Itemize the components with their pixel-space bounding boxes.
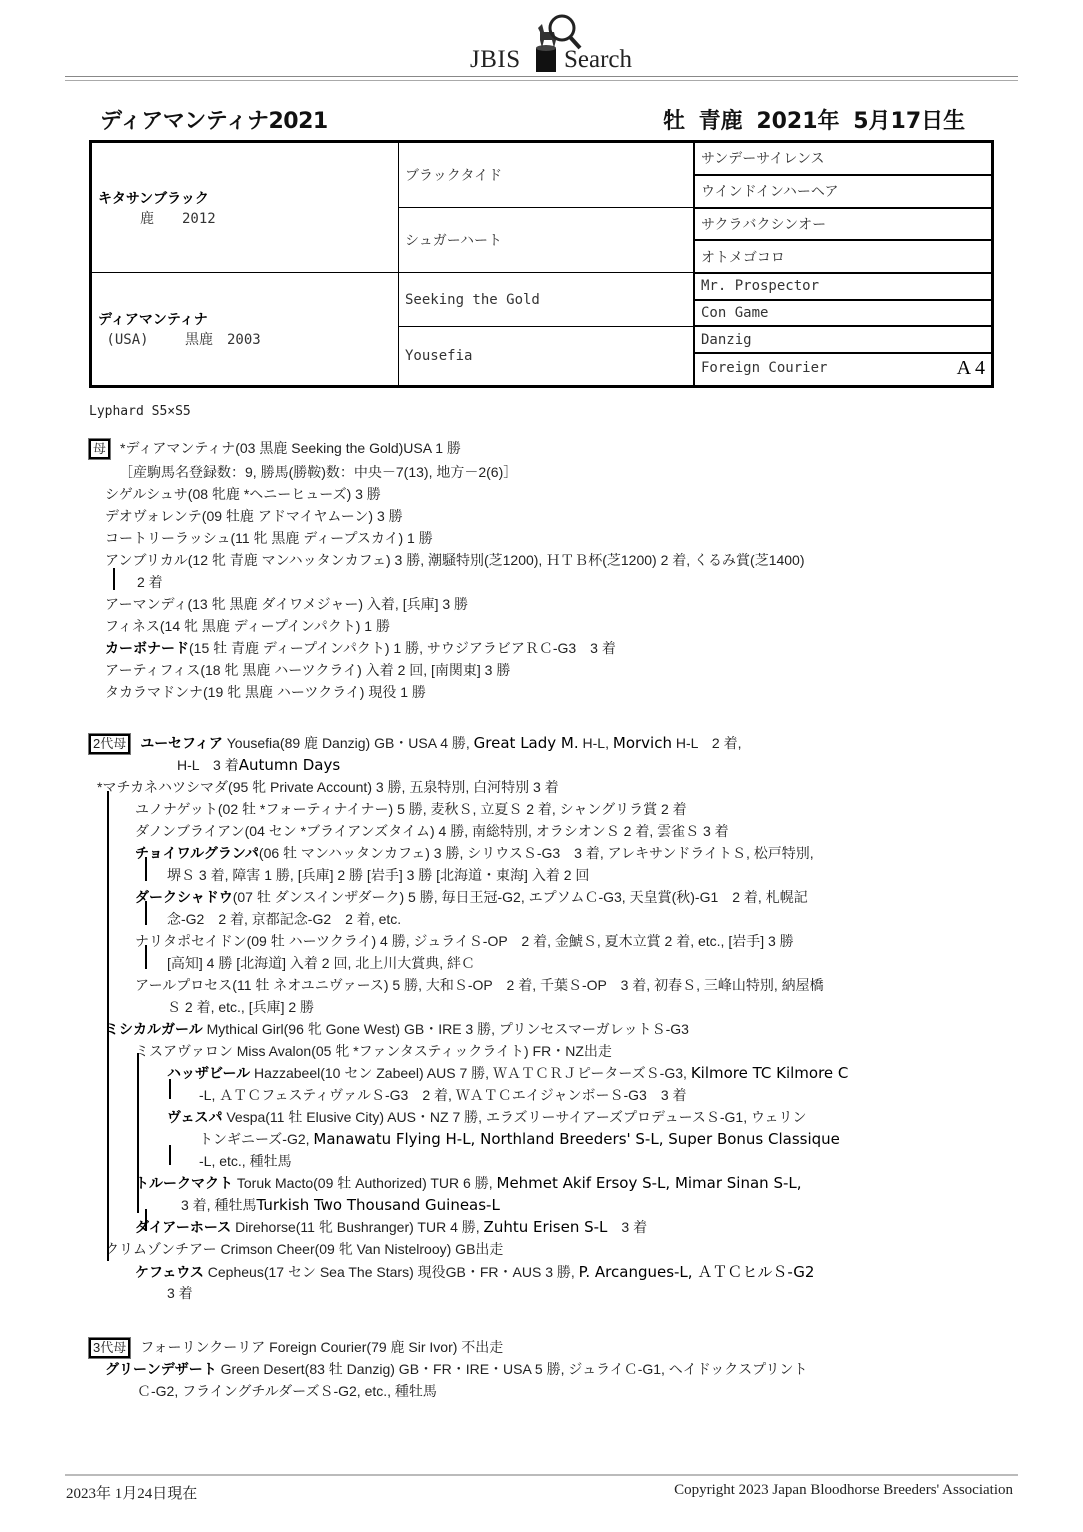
- line-text: Yousefia(89 鹿 Danzig) GB・USA 4 勝,: [222, 735, 474, 751]
- sire-dam-cell[interactable]: シュガーハート: [399, 208, 695, 273]
- horse-name-bold: ヴェスパ: [167, 1109, 223, 1125]
- family-line: [135, 1173, 802, 1193]
- line-text: Cepheus(17 セン Sea The Stars) 現役GB・FR・AUS 3 勝,: [203, 1264, 579, 1280]
- family-line: [199, 1129, 840, 1149]
- tree-connector: [169, 1079, 171, 1099]
- family-number: A 4: [956, 356, 985, 379]
- header-divider: [65, 76, 1018, 77]
- line-text: ダノンブライアン(04 セン *ブライアンズタイム) 4 勝, 南総特別, オラシオンＳ 2 着, 雲雀Ｓ 3 着: [135, 823, 729, 839]
- line-text: H-L 2 着,: [671, 735, 742, 751]
- line-text: Direhorse(11 牝 Bushranger) TUR 4 勝,: [231, 1219, 484, 1235]
- family-line: [167, 1195, 500, 1215]
- family-line: [135, 975, 824, 995]
- generation-tag: 2代母: [89, 734, 130, 754]
- family-line: [135, 843, 814, 863]
- family-line: [167, 1283, 193, 1303]
- horse-name-bold: ダークシャドウ: [135, 889, 233, 905]
- tree-connector: [107, 791, 109, 1261]
- line-text: 3 着, 種牡馬: [167, 1197, 257, 1213]
- family-line: [199, 1151, 292, 1171]
- line-text: ナリタポセイドン(09 牡 ハーツクライ) 4 勝, ジュライＳ-OP 2 着, 金鯱Ｓ, 夏木立賞 2 着, etc., [岩手] 3 勝: [135, 933, 794, 949]
- line-text: Zuhtu Erisen S-L: [483, 1218, 608, 1236]
- line-text: (07 牡 ダンスインザダーク) 5 勝, 毎日王冠-G2, エプソムＣ-G3, 天皇賞(秋)-G1 2 着, 札幌記: [232, 889, 808, 905]
- horse-name-title: ディアマンティナ2021: [100, 109, 328, 134]
- dam-detail: (USA) 黒鹿 2003: [98, 332, 261, 349]
- gen3-name: Foreign Courier: [701, 359, 828, 376]
- sire-cell: [91, 142, 399, 273]
- line-text: Great Lady M.: [473, 734, 579, 752]
- family-line: [105, 1359, 808, 1379]
- dam-line: 母 *ディアマンティナ(03 黒鹿 Seeking the Gold)USA 1 勝: [89, 438, 461, 459]
- dam-produce-summary: ［産駒馬名登録数：9, 勝馬(勝鞍)数：中央－7(13), 地方－2(6)］: [119, 464, 518, 480]
- sire-name[interactable]: キタサンブラック: [98, 190, 209, 207]
- line-text: [高知] 4 勝 [北海道] 入着 2 回, 北上川大賞典, 絆Ｃ: [167, 955, 476, 971]
- line-text: ユノナゲット(02 牡 *フォーティナイナー) 5 勝, 麦秋Ｓ, 立夏Ｓ 2 着, シャングリラ賞 2 着: [135, 801, 687, 817]
- inbreeding-note: Lyphard S5×S5: [89, 404, 191, 419]
- line-text: *マチカネハツシマダ(95 牝 Private Account) 3 勝, 五泉特別, 白河特別 3 着: [97, 779, 559, 795]
- dam-cell: [91, 273, 399, 387]
- family-line: [135, 1217, 647, 1237]
- dam-name[interactable]: ディアマンティナ: [98, 312, 208, 329]
- produce-line: アーティフィス(18 牝 黒鹿 ハーツクライ) 入着 2 回, [南関東] 3 勝: [105, 662, 511, 678]
- tree-connector: [145, 901, 147, 925]
- line-text: Turkish Two Thousand Guineas-L: [256, 1196, 500, 1214]
- family-line: [105, 1019, 689, 1039]
- family-line: [135, 1261, 814, 1282]
- produce-line: カーボナード(15 牡 青鹿 ディープインパクト) 1 勝, サウジアラビアＲＣ-G3 3 着: [105, 640, 616, 656]
- horse-name-bold: ハッザビール: [167, 1065, 251, 1081]
- sire-detail: 鹿 2012: [98, 210, 216, 227]
- family-line: [97, 777, 559, 797]
- family-line: [199, 1085, 687, 1105]
- line-text: Toruk Macto(09 牡 Authorized) TUR 6 勝,: [233, 1175, 497, 1191]
- produce-line-cont: 2 着: [137, 574, 163, 590]
- line-text: Ｓ 2 着, etc., [兵庫] 2 勝: [167, 999, 315, 1015]
- gen3-cell[interactable]: Con Game: [694, 300, 993, 327]
- line-text: Manawatu Flying H-L, Northland Breeders' S-L, Super Bonus Classique: [313, 1130, 840, 1148]
- line-text: P. Arcangues-L, ＡＴＣヒルＳ-G2: [578, 1263, 815, 1281]
- gen3-cell[interactable]: Danzig: [694, 326, 993, 353]
- gen3-cell[interactable]: [694, 353, 993, 386]
- family-line: [105, 1239, 503, 1259]
- dam-dam-cell[interactable]: Yousefia: [399, 326, 695, 386]
- family-line: [135, 799, 687, 819]
- tree-connector: [145, 945, 147, 969]
- line-text: クリムゾンチアー Crimson Cheer(09 牝 Van Nistelrooy) GB出走: [105, 1241, 504, 1257]
- line-text: トンギニーズ-G2,: [199, 1131, 314, 1147]
- line-text: Kilmore TC Kilmore C: [690, 1064, 849, 1082]
- family-line: [137, 1381, 437, 1401]
- produce-line: デオヴォレンテ(09 牡鹿 アドマイヤムーン) 3 勝: [105, 508, 403, 524]
- gen3-cell[interactable]: ウインドインハーヘア: [694, 175, 993, 208]
- family-line: [167, 865, 589, 885]
- horse-name-bold: トルークマクト: [135, 1175, 233, 1191]
- gen3-cell[interactable]: Mr. Prospector: [694, 273, 993, 300]
- family-line: [135, 821, 729, 841]
- family-line: [135, 887, 808, 907]
- line-text: (06 牡 マンハッタンカフェ) 3 勝, シリウスＳ-G3 3 着, アレキサンドライトＳ, 松戸特別,: [258, 845, 814, 861]
- line-text: 3 着: [607, 1219, 648, 1235]
- family-line: [135, 931, 794, 951]
- family-line: [167, 1107, 806, 1127]
- logo-text-jbis: JBIS: [470, 46, 521, 73]
- produce-line: アーマンディ(13 牝 黒鹿 ダイワメジャー) 入着, [兵庫] 3 勝: [105, 596, 469, 612]
- produce-line: アンブリカル(12 牝 青鹿 マンハッタンカフェ) 3 勝, 潮騒特別(芝1200), ＨＴＢ杯(芝1200) 2 着, くるみ賞(芝1400): [105, 552, 805, 568]
- horse-name-bold: ユーセフィア: [140, 735, 223, 751]
- line-text: -L, etc., 種牡馬: [199, 1153, 292, 1169]
- line-text: Hazzabeel(10 セン Zabeel) AUS 7 勝, ＷＡＴＣＲＪピーターズＳ-G3,: [250, 1065, 691, 1081]
- line-text: Mythical Girl(96 牝 Gone West) GB・IRE 3 勝, プリンセスマーガレットＳ-G3: [202, 1021, 689, 1037]
- line-text: Ｃ-G2, フライングチルダーズＳ-G2, etc., 種牡馬: [137, 1383, 437, 1399]
- logo-text-search: Search: [564, 46, 633, 73]
- family-line: [167, 909, 401, 929]
- pedigree-table: [89, 140, 994, 388]
- line-text: H-L,: [578, 735, 613, 751]
- line-text: Mehmet Akif Ersoy S-L, Mimar Sinan S-L,: [496, 1174, 802, 1192]
- tree-connector: [169, 1145, 171, 1165]
- footer-copyright: Copyright 2023 Japan Bloodhorse Breeders' Association: [674, 1482, 1013, 1498]
- gen3-cell[interactable]: サクラバクシンオー: [694, 208, 993, 241]
- generation-tag: 3代母: [89, 1338, 130, 1358]
- produce-line: フィネス(14 牝 黒鹿 ディープインパクト) 1 勝: [105, 618, 390, 634]
- header-divider-2: [65, 80, 1018, 81]
- tree-connector: [137, 1053, 139, 1213]
- produce-line: コートリーラッシュ(11 牝 黒鹿 ディープスカイ) 1 勝: [105, 530, 433, 546]
- sire-sire-cell[interactable]: ブラックタイド: [399, 142, 695, 208]
- horse-info: 牡 青鹿 2021年 5月17日生: [663, 109, 966, 134]
- dam-sire-cell[interactable]: Seeking the Gold: [399, 273, 695, 326]
- continuation-bar: [113, 568, 115, 590]
- horse-name-bold: チョイワルグランパ: [135, 845, 259, 861]
- line-text: Green Desert(83 牡 Danzig) GB・FR・IRE・USA 5 勝, ジュライＣ-G1, ヘイドックスプリント: [216, 1361, 808, 1377]
- family-head-line: [89, 733, 741, 754]
- gen3-cell[interactable]: サンデーサイレンス: [694, 142, 993, 175]
- tree-connector: [145, 857, 147, 881]
- produce-line: シゲルシュサ(08 牝鹿 *ヘニーヒューズ) 3 勝: [105, 486, 381, 502]
- produce-line: タカラマドンナ(19 牝 黒鹿 ハーツクライ) 現役 1 勝: [105, 684, 426, 700]
- tree-connector: [145, 1209, 147, 1231]
- line-text: 3 着: [167, 1285, 193, 1301]
- line-text: 堺Ｓ 3 着, 障害 1 勝, [兵庫] 2 勝 [岩手] 3 勝 [北海道・東海] 入着 2 回: [167, 867, 590, 883]
- horse-name-bold: グリーンデザート: [105, 1361, 217, 1377]
- family-line: [167, 1063, 848, 1083]
- gen3-cell[interactable]: オトメゴコロ: [694, 240, 993, 273]
- line-text: Morvich: [612, 734, 672, 752]
- dam-tag: 母: [89, 439, 110, 459]
- line-text: 念-G2 2 着, 京都記念-G2 2 着, etc.: [167, 911, 402, 927]
- horse-name-bold: ミシカルガール: [105, 1021, 203, 1037]
- line-text: -L, ＡＴＣフェスティヴァルＳ-G3 2 着, ＷＡＴＣエイジャンボーＳ-G3 3 着: [199, 1087, 687, 1103]
- jbis-search-logo: [470, 10, 640, 72]
- line-text: フォーリンクーリア Foreign Courier(79 鹿 Sir Ivor) 不出走: [140, 1339, 504, 1355]
- family-line: [177, 755, 340, 775]
- footer-divider: [65, 1474, 1018, 1476]
- line-text: H-L 3 着: [177, 757, 239, 773]
- footer-date: 2023年 1月24日現在: [66, 1486, 198, 1502]
- family-line: [167, 997, 314, 1017]
- line-text: Autumn Days: [238, 756, 341, 774]
- horse-name-bold: ダイアーホース: [135, 1219, 232, 1235]
- family-head-line: [89, 1337, 503, 1358]
- family-line: [167, 953, 475, 973]
- line-text: Vespa(11 牡 Elusive City) AUS・NZ 7 勝, エラズリーサイアーズプロデュースＳ-G1, ウェリン: [222, 1109, 807, 1125]
- family-line: [135, 1041, 612, 1061]
- line-text: アールプロセス(11 牡 ネオユニヴァース) 5 勝, 大和Ｓ-OP 2 着, 千葉Ｓ-OP 3 着, 初春Ｓ, 三峰山特別, 納屋橋: [135, 977, 824, 993]
- horse-name-bold: ケフェウス: [135, 1264, 204, 1280]
- line-text: ミスアヴァロン Miss Avalon(05 牝 *ファンタスティックライト) FR・NZ出走: [135, 1043, 612, 1059]
